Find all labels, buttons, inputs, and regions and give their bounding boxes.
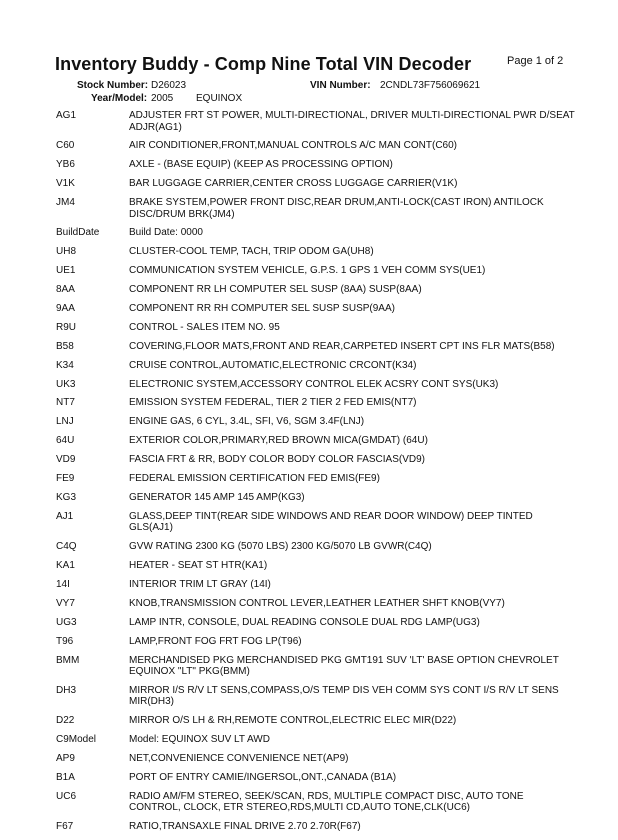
option-code: F67: [56, 821, 74, 833]
vin-number-label: VIN Number:: [310, 80, 371, 91]
option-code: JM4: [56, 197, 75, 209]
option-description: CLUSTER-COOL TEMP, TACH, TRIP ODOM GA(UH8): [129, 246, 374, 258]
option-description: RADIO AM/FM STEREO, SEEK/SCAN, RDS, MULTIPLE COMPACT DISC, AUTO TONE CONTROL, CLOCK, ETR STEREO,RDS,MULTI CD,AUTO TONE,CLK(UC6): [129, 790, 524, 814]
option-row: [56, 541, 576, 553]
option-description: ELECTRONIC SYSTEM,ACCESSORY CONTROL ELEK ACSRY CONT SYS(UK3): [129, 378, 499, 390]
option-code: C9Model: [56, 734, 97, 746]
option-description: COMPONENT RR RH COMPUTER SEL SUSP SUSP(9AA): [129, 303, 395, 315]
option-row: [56, 511, 576, 534]
option-row: [56, 454, 576, 466]
option-row: [56, 265, 576, 277]
option-description: EXTERIOR COLOR,PRIMARY,RED BROWN MICA(GMDAT) (64U): [129, 435, 428, 447]
option-description: KNOB,TRANSMISSION CONTROL LEVER,LEATHER LEATHER SHFT KNOB(VY7): [129, 597, 505, 609]
option-description: GVW RATING 2300 KG (5070 LBS) 2300 KG/5070 LB GVWR(C4Q): [129, 541, 432, 553]
option-code: BuildDate: [56, 227, 100, 239]
option-row: [56, 617, 576, 629]
option-row: [56, 284, 576, 296]
option-row: [56, 197, 576, 220]
option-code: B58: [56, 340, 74, 352]
option-row: [56, 473, 576, 485]
option-row: [56, 655, 576, 678]
option-code: D22: [56, 715, 75, 727]
option-description: Build Date: 0000: [129, 227, 203, 239]
option-description: COVERING,FLOOR MATS,FRONT AND REAR,CARPETED INSERT CPT INS FLR MATS(B58): [129, 340, 555, 352]
option-row: [56, 322, 576, 334]
option-row: [56, 303, 576, 315]
option-code: VD9: [56, 454, 76, 466]
option-description: CRUISE CONTROL,AUTOMATIC,ELECTRONIC CRCONT(K34): [129, 359, 417, 371]
option-code-list: [56, 110, 576, 840]
option-code: 14I: [56, 578, 70, 590]
option-description: HEATER - SEAT ST HTR(KA1): [129, 560, 268, 572]
option-code: UH8: [56, 246, 77, 258]
option-code: UK3: [56, 378, 76, 390]
option-description: MIRROR O/S LH & RH,REMOTE CONTROL,ELECTRIC ELEC MIR(D22): [129, 715, 457, 727]
option-code: KA1: [56, 560, 75, 572]
option-description: CONTROL - SALES ITEM NO. 95: [129, 321, 280, 333]
option-row: [56, 772, 576, 784]
option-description: NET,CONVENIENCE CONVENIENCE NET(AP9): [129, 753, 349, 765]
option-row: [56, 159, 576, 171]
option-code: T96: [56, 635, 74, 647]
option-row: [56, 685, 576, 708]
option-description: ENGINE GAS, 6 CYL, 3.4L, SFI, V6, SGM 3.4F(LNJ): [129, 416, 365, 428]
option-description: LAMP,FRONT FOG FRT FOG LP(T96): [129, 635, 302, 647]
option-code: NT7: [56, 397, 75, 409]
option-code: FE9: [56, 473, 75, 485]
option-row: [56, 734, 576, 746]
option-code: LNJ: [56, 416, 74, 428]
option-code: B1A: [56, 772, 75, 783]
option-code: AP9: [56, 753, 75, 765]
option-description: BRAKE SYSTEM,POWER FRONT DISC,REAR DRUM,ANTI-LOCK(CAST IRON) ANTILOCK DISC/DRUM BRK(JM4): [129, 197, 544, 220]
option-description: Model: EQUINOX SUV LT AWD: [129, 734, 270, 746]
option-code: C60: [56, 140, 75, 152]
option-row: [56, 379, 576, 391]
option-code: 9AA: [56, 303, 75, 315]
option-description: ADJUSTER FRT ST POWER, MULTI-DIRECTIONAL, DRIVER MULTI-DIRECTIONAL PWR D/SEAT ADJR(AG1): [129, 110, 575, 133]
option-description: AIR CONDITIONER,FRONT,MANUAL CONTROLS A/C MAN CONT(C60): [129, 140, 457, 152]
option-row: [56, 435, 576, 447]
option-row: [56, 753, 576, 765]
option-description: EMISSION SYSTEM FEDERAL, TIER 2 TIER 2 FED EMIS(NT7): [129, 397, 417, 409]
option-row: [56, 227, 576, 239]
option-code: YB6: [56, 159, 75, 171]
option-description: MIRROR I/S R/V LT SENS,COMPASS,O/S TEMP DIS VEH COMM SYS CONT I/S R/V LT SENS MIR(DH3): [129, 684, 559, 708]
option-code: BMM: [56, 654, 80, 666]
option-code: 8AA: [56, 284, 75, 296]
option-description: LAMP INTR, CONSOLE, DUAL READING CONSOLE DUAL RDG LAMP(UG3): [129, 616, 480, 628]
option-row: [56, 397, 576, 409]
option-description: GENERATOR 145 AMP 145 AMP(KG3): [129, 491, 305, 503]
option-description: RATIO,TRANSAXLE FINAL DRIVE 2.70 2.70R(F67): [129, 821, 361, 833]
option-description: GLASS,DEEP TINT(REAR SIDE WINDOWS AND REAR DOOR WINDOW) DEEP TINTED GLS(AJ1): [129, 510, 533, 534]
option-row: [56, 178, 576, 190]
option-row: [56, 821, 576, 833]
option-code: DH3: [56, 684, 77, 696]
option-row: [56, 560, 576, 572]
page-number: Page 1 of 2: [507, 55, 564, 67]
year-value: 2005: [151, 93, 174, 104]
option-description: MERCHANDISED PKG MERCHANDISED PKG GMT191 SUV 'LT' BASE OPTION CHEVROLET EQUINOX "LT" PKG(BMM): [129, 654, 559, 678]
option-code: C4Q: [56, 541, 77, 553]
option-row: [56, 598, 576, 610]
stock-number-label: Stock Number:: [77, 80, 149, 91]
option-description: AXLE - (BASE EQUIP) (KEEP AS PROCESSING OPTION): [129, 159, 393, 171]
option-description: INTERIOR TRIM LT GRAY (14I): [129, 578, 271, 590]
option-code: AJ1: [56, 510, 74, 522]
option-row: [56, 140, 576, 152]
option-description: BAR LUGGAGE CARRIER,CENTER CROSS LUGGAGE CARRIER(V1K): [129, 178, 458, 190]
option-code: V1K: [56, 178, 75, 190]
vin-number-value: 2CNDL73F756069621: [380, 80, 481, 91]
option-row: [56, 416, 576, 428]
option-code: R9U: [56, 321, 77, 333]
option-code: UC6: [56, 790, 77, 802]
stock-number-value: D26023: [151, 80, 187, 91]
option-row: [56, 715, 576, 727]
option-code: AG1: [56, 110, 77, 121]
option-code: UE1: [56, 265, 76, 277]
option-row: [56, 110, 576, 133]
option-description: COMMUNICATION SYSTEM VEHICLE, G.P.S. 1 GPS 1 VEH COMM SYS(UE1): [129, 265, 486, 277]
option-row: [56, 246, 576, 258]
option-description: PORT OF ENTRY CAMIE/INGERSOL,ONT.,CANADA (B1A): [129, 772, 397, 783]
option-code: 64U: [56, 435, 75, 447]
option-row: [56, 791, 576, 814]
option-row: [56, 360, 576, 372]
option-row: [56, 341, 576, 353]
option-row: [56, 492, 576, 504]
option-row: [56, 636, 576, 648]
year-model-label: Year/Model:: [91, 93, 148, 104]
option-row: [56, 579, 576, 591]
option-code: K34: [56, 359, 74, 371]
option-code: KG3: [56, 491, 77, 503]
option-code: UG3: [56, 616, 77, 628]
option-description: FASCIA FRT & RR, BODY COLOR BODY COLOR FASCIAS(VD9): [129, 454, 426, 466]
option-description: COMPONENT RR LH COMPUTER SEL SUSP (8AA) SUSP(8AA): [129, 284, 422, 296]
option-code: VY7: [56, 597, 75, 609]
document-title: Inventory Buddy - Comp Nine Total VIN Decoder: [55, 54, 472, 74]
option-description: FEDERAL EMISSION CERTIFICATION FED EMIS(FE9): [129, 473, 380, 485]
model-value: EQUINOX: [196, 93, 243, 104]
